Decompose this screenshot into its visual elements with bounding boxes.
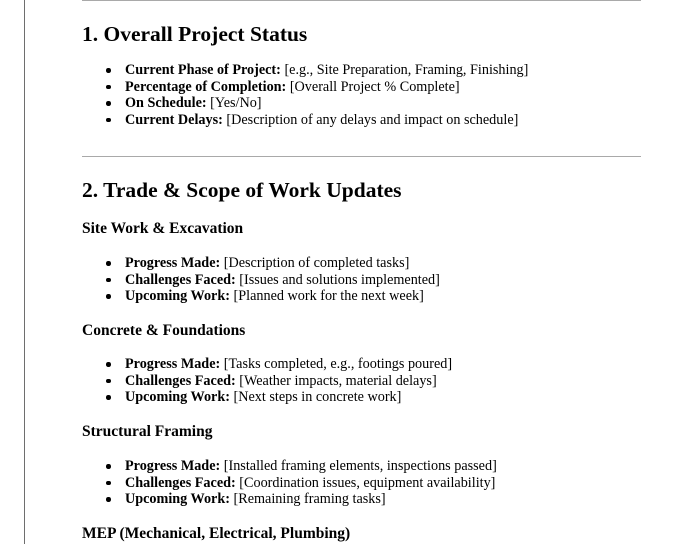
list-item	[82, 62, 528, 79]
subsection-title-concrete: Concrete & Foundations	[82, 322, 246, 339]
list-item	[82, 389, 452, 406]
list-item	[82, 491, 497, 508]
item-label: Current Delays:	[125, 111, 223, 128]
list-item	[82, 475, 497, 492]
item-value: [Overall Project % Complete]	[289, 78, 460, 95]
item-value: [Yes/No]	[210, 95, 262, 111]
list-item	[82, 272, 440, 289]
item-label: Upcoming Work:	[125, 288, 230, 304]
item-label: Challenges Faced:	[125, 372, 236, 389]
item-value: [Planned work for the next week]	[233, 288, 424, 304]
subsection-title-mep: MEP (Mechanical, Electrical, Plumbing)	[82, 525, 351, 542]
item-label: Current Phase of Project:	[125, 62, 281, 78]
item-value: [Tasks completed, e.g., footings poured]	[223, 356, 453, 372]
item-value: [Description of any delays and impact on schedule]	[226, 111, 519, 128]
list-item	[82, 112, 528, 129]
list-item	[82, 458, 497, 475]
list-item	[82, 288, 440, 305]
item-value: [Remaining framing tasks]	[233, 491, 386, 507]
item-label: Progress Made:	[125, 458, 221, 474]
framing-list	[82, 458, 497, 508]
horizontal-rule	[82, 0, 641, 1]
horizontal-rule	[82, 156, 641, 157]
page-left-edge	[24, 0, 25, 544]
item-label: On Schedule:	[125, 95, 207, 111]
list-item	[82, 79, 528, 96]
list-item	[82, 356, 452, 373]
item-label: Percentage of Completion:	[125, 78, 287, 95]
section-heading-trade-scope-updates: 2. Trade & Scope of Work Updates	[82, 178, 402, 202]
concrete-list	[82, 356, 452, 406]
list-item	[82, 255, 440, 272]
item-value: [Installed framing elements, inspections passed]	[223, 458, 497, 474]
section-heading-overall-project-status: 1. Overall Project Status	[82, 22, 308, 46]
item-label: Progress Made:	[125, 255, 221, 271]
project-status-list	[82, 62, 528, 128]
list-item	[82, 373, 452, 390]
site-work-list	[82, 255, 440, 305]
item-label: Upcoming Work:	[125, 389, 230, 405]
subsection-title-site-work: Site Work & Excavation	[82, 220, 244, 237]
subsection-title-structural-framing: Structural Framing	[82, 423, 213, 440]
item-label: Challenges Faced:	[125, 271, 236, 288]
item-label: Upcoming Work:	[125, 491, 230, 507]
item-value: [Coordination issues, equipment availability]	[239, 474, 496, 491]
item-label: Challenges Faced:	[125, 474, 236, 491]
item-value: [e.g., Site Preparation, Framing, Finishing]	[284, 62, 529, 78]
item-value: [Issues and solutions implemented]	[239, 271, 440, 288]
item-label: Progress Made:	[125, 356, 221, 372]
item-value: [Description of completed tasks]	[223, 255, 410, 271]
item-value: [Weather impacts, material delays]	[239, 372, 437, 389]
list-item	[82, 95, 528, 112]
item-value: [Next steps in concrete work]	[233, 389, 402, 405]
